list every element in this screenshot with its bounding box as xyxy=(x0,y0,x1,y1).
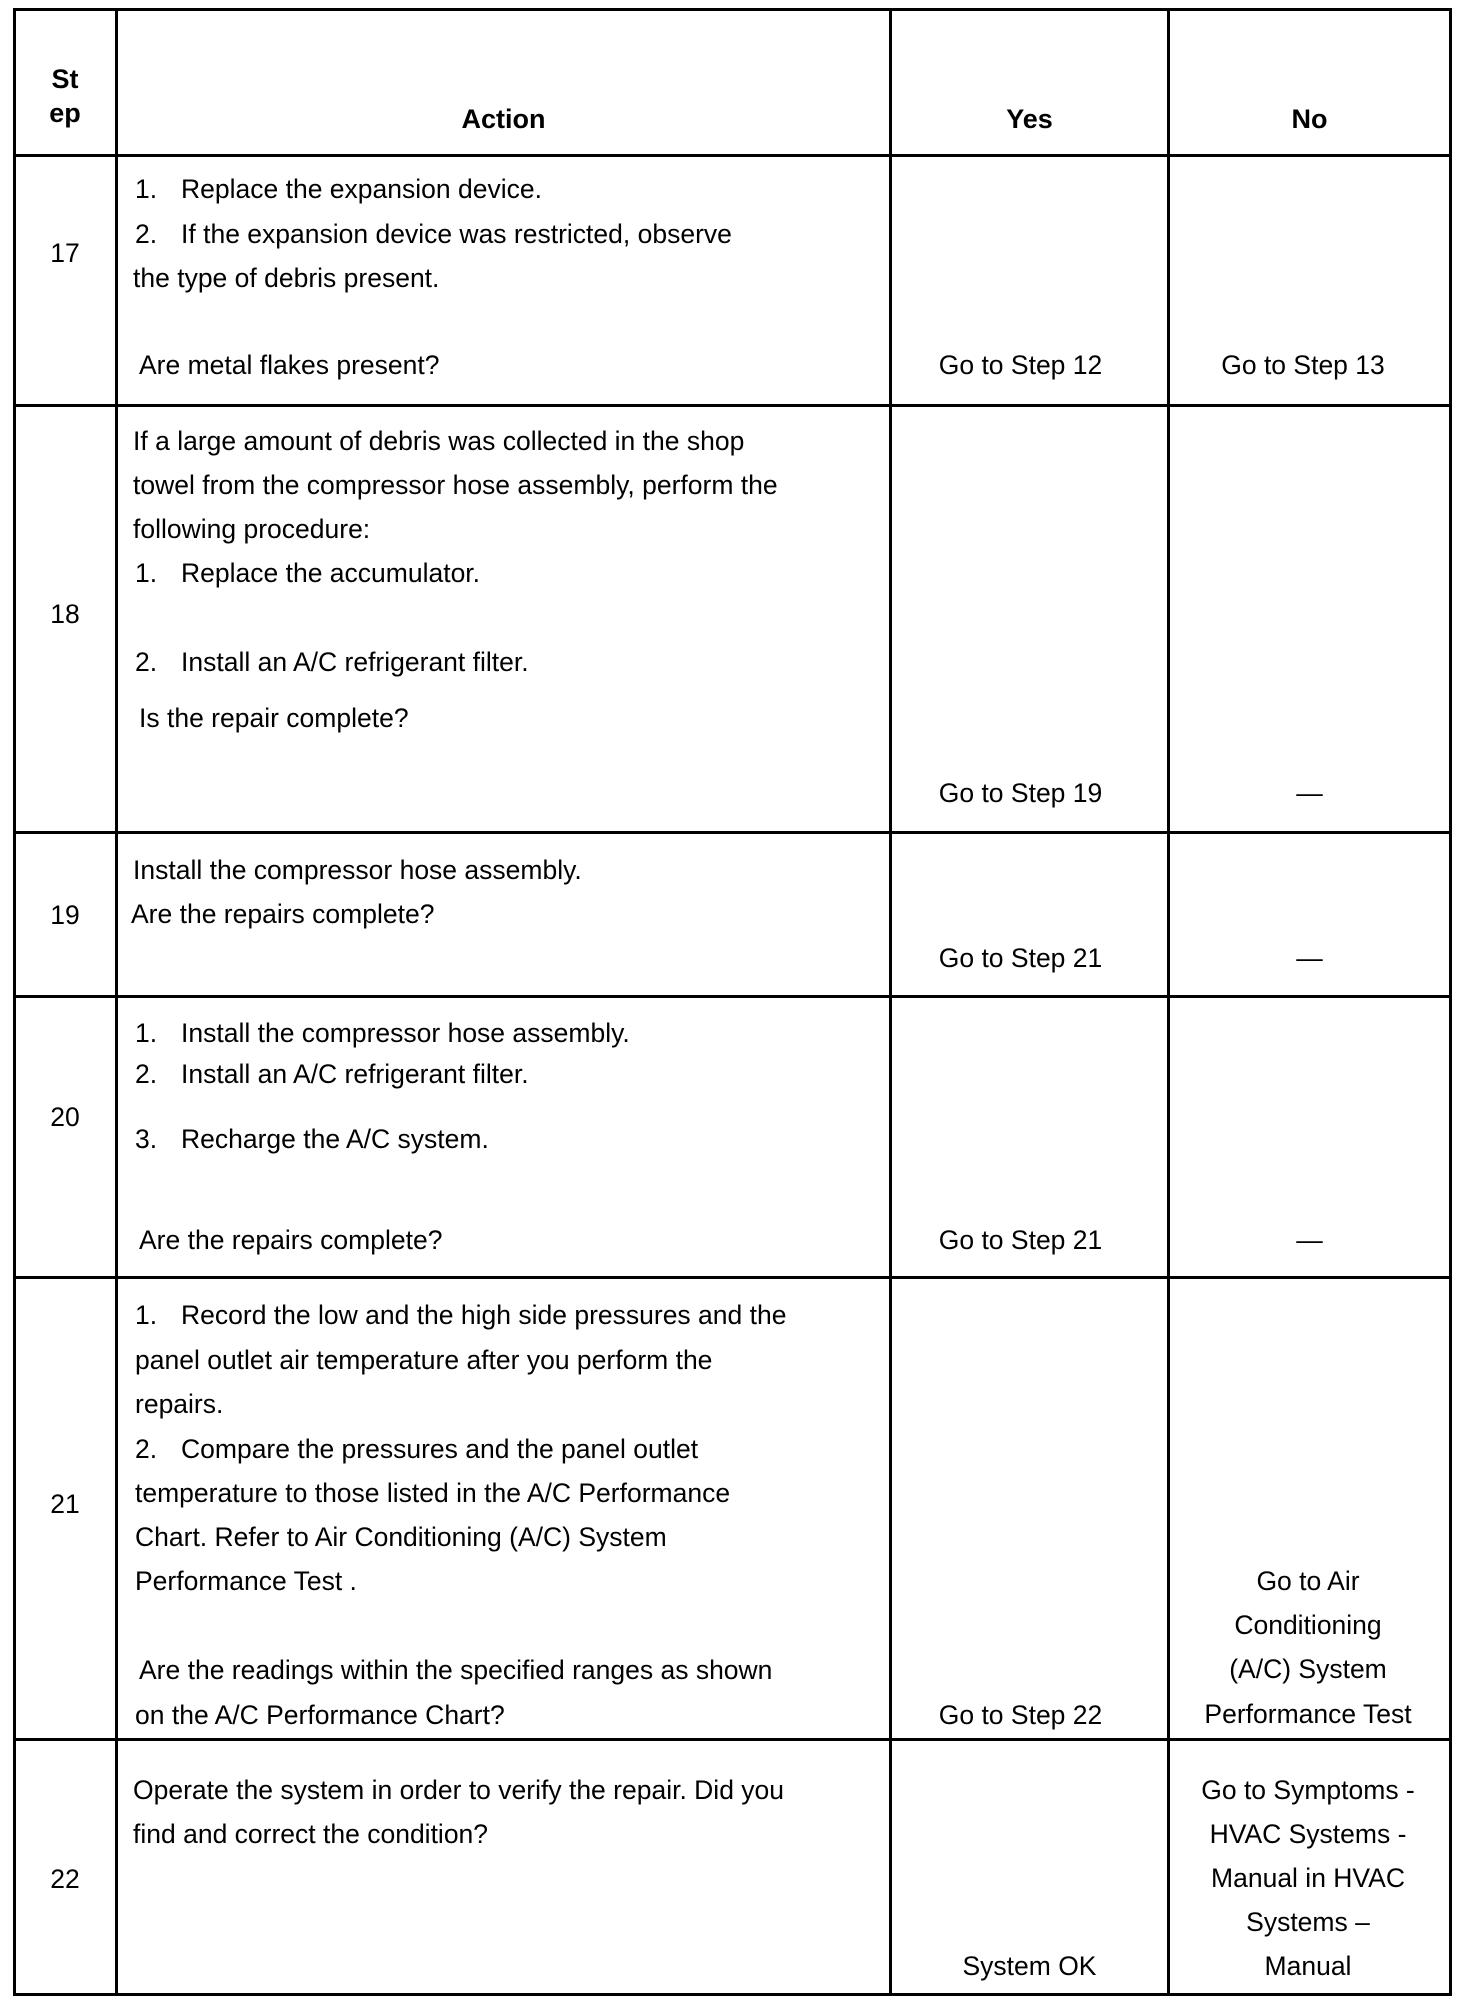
list-text: Install an A/C refrigerant filter. xyxy=(181,1059,529,1089)
list-text: If the expansion device was restricted, observe xyxy=(181,219,732,249)
row-divider xyxy=(13,831,1452,834)
list-number: 1. xyxy=(135,174,158,204)
no-21-line1: Go to Air xyxy=(1256,1566,1360,1596)
list-text: Recharge the A/C system. xyxy=(181,1124,489,1154)
no-21 xyxy=(1170,1564,1446,1731)
step-number-19: 19 xyxy=(50,900,80,930)
action-17-item2-cont: the type of debris present. xyxy=(133,263,440,293)
list-number: 3. xyxy=(135,1124,158,1154)
table-border-right xyxy=(1449,8,1452,1996)
no-22-line2: HVAC Systems - xyxy=(1209,1819,1407,1849)
list-number: 2. xyxy=(135,1059,158,1089)
no-22-line4: Systems – xyxy=(1246,1907,1370,1937)
action-18-item2 xyxy=(135,645,529,679)
action-19-line1: Install the compressor hose assembly. xyxy=(133,855,582,885)
action-17-item2 xyxy=(135,217,732,251)
no-21-line4: Performance Test xyxy=(1204,1699,1412,1729)
list-text: Record the low and the high side pressures and the xyxy=(181,1300,787,1330)
no-22-line1: Go to Symptoms - xyxy=(1201,1775,1415,1805)
list-text: Install an A/C refrigerant filter. xyxy=(181,647,529,677)
action-17-item1 xyxy=(135,172,542,206)
list-text: Install the compressor hose assembly. xyxy=(181,1018,630,1048)
action-21-item1 xyxy=(135,1298,786,1332)
step-number-21: 21 xyxy=(50,1489,80,1519)
no-20: — xyxy=(1296,1225,1323,1255)
action-20-item2 xyxy=(135,1057,529,1091)
action-17-question: Are metal flakes present? xyxy=(139,350,440,380)
action-22-line2: find and correct the condition? xyxy=(133,1819,489,1849)
row-divider xyxy=(13,1276,1452,1279)
action-18-question: Is the repair complete? xyxy=(139,703,409,733)
action-18-intro-line1: If a large amount of debris was collected in the shop xyxy=(133,426,745,456)
action-21-question-line1: Are the readings within the specified ranges as shown xyxy=(139,1655,773,1685)
list-number: 2. xyxy=(135,219,158,249)
list-number: 2. xyxy=(135,1434,158,1464)
no-21-line2: Conditioning xyxy=(1234,1610,1382,1640)
no-22 xyxy=(1170,1773,1446,1983)
list-number: 2. xyxy=(135,647,158,677)
header-step-line2: ep xyxy=(49,98,81,128)
action-20-item1 xyxy=(135,1016,630,1050)
list-number: 1. xyxy=(135,1018,158,1048)
no-22-line5: Manual xyxy=(1264,1951,1352,1981)
no-22-line3: Manual in HVAC xyxy=(1211,1863,1405,1893)
list-text: Replace the accumulator. xyxy=(181,558,481,588)
header-divider xyxy=(13,154,1452,157)
yes-20: Go to Step 21 xyxy=(938,1225,1103,1255)
yes-17: Go to Step 12 xyxy=(938,350,1103,380)
action-21-item2-cont1: temperature to those listed in the A/C Performance xyxy=(135,1478,731,1508)
yes-18: Go to Step 19 xyxy=(938,778,1103,808)
action-21-item2 xyxy=(135,1432,698,1466)
action-20-question: Are the repairs complete? xyxy=(139,1225,443,1255)
action-22-line1: Operate the system in order to verify the repair. Did you xyxy=(133,1775,785,1805)
yes-19: Go to Step 21 xyxy=(938,943,1103,973)
action-19-question: Are the repairs complete? xyxy=(131,899,435,929)
row-divider xyxy=(13,1738,1452,1741)
step-number-20: 20 xyxy=(50,1102,80,1132)
action-21-item2-cont3: Performance Test . xyxy=(135,1566,357,1596)
action-21-item1-cont2: repairs. xyxy=(135,1389,224,1419)
table-border-left xyxy=(13,8,16,1996)
row-divider xyxy=(13,995,1452,998)
action-20-item3 xyxy=(135,1122,489,1156)
no-19: — xyxy=(1296,943,1323,973)
header-no: No xyxy=(1291,104,1328,134)
table-border-bottom xyxy=(13,1993,1452,1996)
step-number-22: 22 xyxy=(50,1864,80,1894)
header-step-line1: St xyxy=(51,64,79,94)
header-step xyxy=(15,62,115,130)
yes-22: System OK xyxy=(962,1951,1097,1981)
header-action: Action xyxy=(461,104,546,134)
action-21-item1-cont1: panel outlet air temperature after you perform the xyxy=(135,1345,713,1375)
step-number-18: 18 xyxy=(50,599,80,629)
header-yes: Yes xyxy=(1006,104,1053,134)
list-text: Replace the expansion device. xyxy=(181,174,542,204)
list-number: 1. xyxy=(135,1300,158,1330)
action-21-question-line2: on the A/C Performance Chart? xyxy=(135,1700,505,1730)
action-18-intro-line3: following procedure: xyxy=(133,514,371,544)
table-border-top xyxy=(13,8,1452,11)
no-17: Go to Step 13 xyxy=(1221,350,1385,380)
row-divider xyxy=(13,404,1452,407)
step-number-17: 17 xyxy=(50,238,80,268)
column-divider xyxy=(115,8,118,1996)
no-21-line3: (A/C) System xyxy=(1229,1654,1387,1684)
action-18-item1 xyxy=(135,556,480,590)
action-21-item2-cont2: Chart. Refer to Air Conditioning (A/C) System xyxy=(135,1522,667,1552)
list-number: 1. xyxy=(135,558,158,588)
yes-21: Go to Step 22 xyxy=(938,1700,1103,1730)
no-18: — xyxy=(1296,778,1323,808)
list-text: Compare the pressures and the panel outlet xyxy=(181,1434,699,1464)
action-18-intro-line2: towel from the compressor hose assembly, perform the xyxy=(133,470,778,500)
troubleshooting-table xyxy=(13,8,1452,1998)
